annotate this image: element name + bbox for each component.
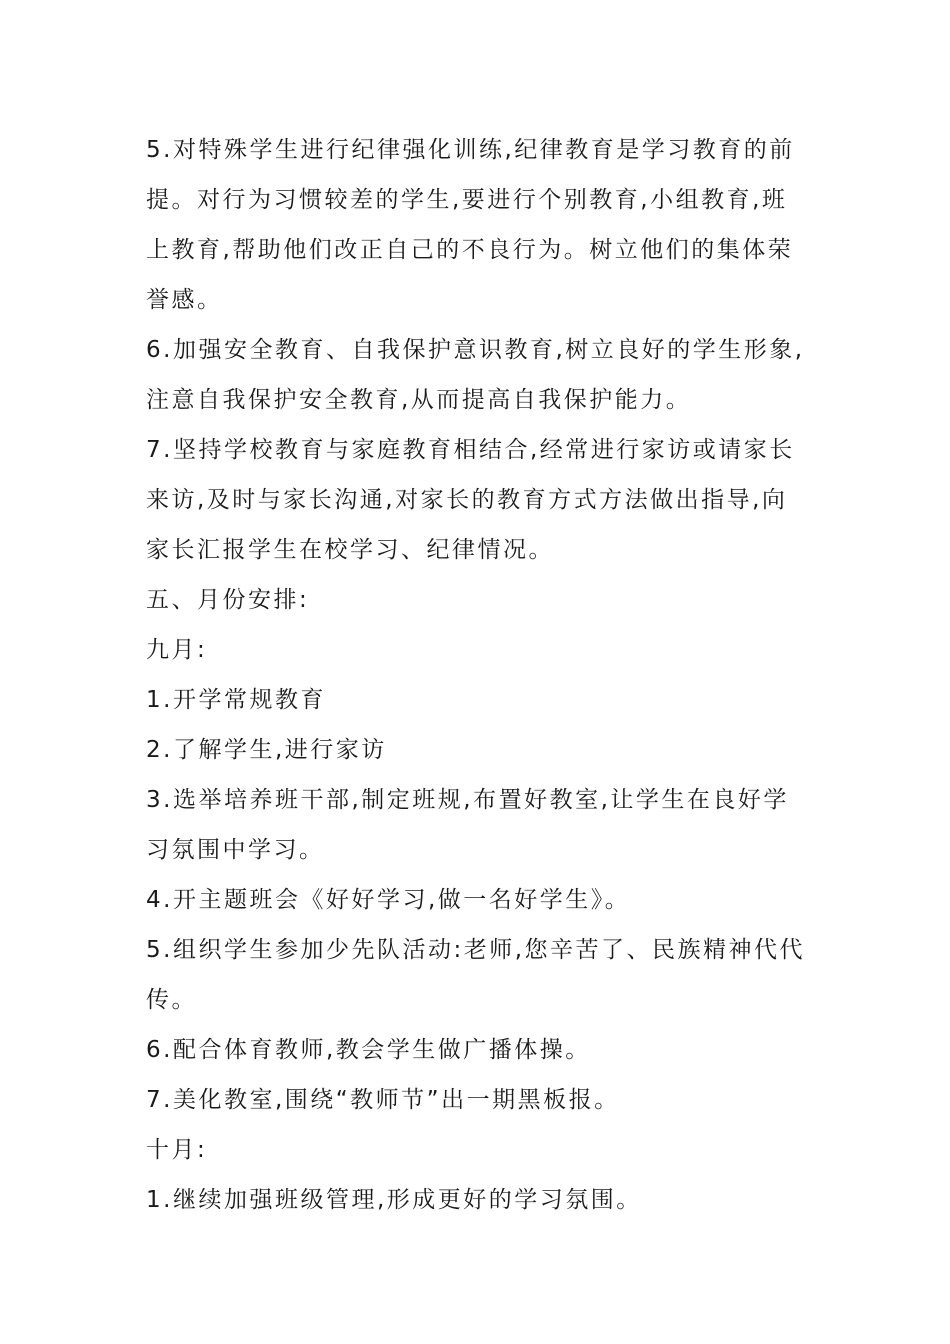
list-item: 1.继续加强班级管理,形成更好的学习氛围。 <box>146 1187 642 1213</box>
text-line: 传。 <box>146 987 197 1013</box>
text-line: 上教育,帮助他们改正自己的不良行为。树立他们的集体荣 <box>146 237 794 263</box>
list-item: 5.组织学生参加少先队活动:老师,您辛苦了、民族精神代代 <box>146 937 806 963</box>
list-item: 3.选举培养班干部,制定班规,布置好教室,让学生在良好学 <box>146 787 789 813</box>
month-heading: 九月: <box>146 637 208 663</box>
document-page <box>146 125 816 1225</box>
text-line: 注意自我保护安全教育,从而提高自我保护能力。 <box>146 387 692 413</box>
text-line: 5.对特殊学生进行纪律强化训练,纪律教育是学习教育的前 <box>146 137 795 163</box>
list-item: 4.开主题班会《好好学习,做一名好学生》。 <box>146 887 631 913</box>
list-item: 1.开学常规教育 <box>146 687 326 713</box>
text-line: 6.加强安全教育、自我保护意识教育,树立良好的学生形象, <box>146 337 805 363</box>
text-line: 提。对行为习惯较差的学生,要进行个别教育,小组教育,班 <box>146 187 788 213</box>
text-line: 誉感。 <box>146 287 223 313</box>
list-item: 6.配合体育教师,教会学生做广播体操。 <box>146 1037 591 1063</box>
text-line: 7.坚持学校教育与家庭教育相结合,经常进行家访或请家长 <box>146 437 795 463</box>
text-line: 习氛围中学习。 <box>146 837 325 863</box>
list-item: 2.了解学生,进行家访 <box>146 737 387 763</box>
text-line: 家长汇报学生在校学习、纪律情况。 <box>146 537 554 563</box>
month-heading: 十月: <box>146 1137 208 1163</box>
text-line: 来访,及时与家长沟通,对家长的教育方式方法做出指导,向 <box>146 487 788 513</box>
section-heading: 五、月份安排: <box>146 587 310 613</box>
list-item: 7.美化教室,围绕“教师节”出一期黑板报。 <box>146 1087 620 1113</box>
